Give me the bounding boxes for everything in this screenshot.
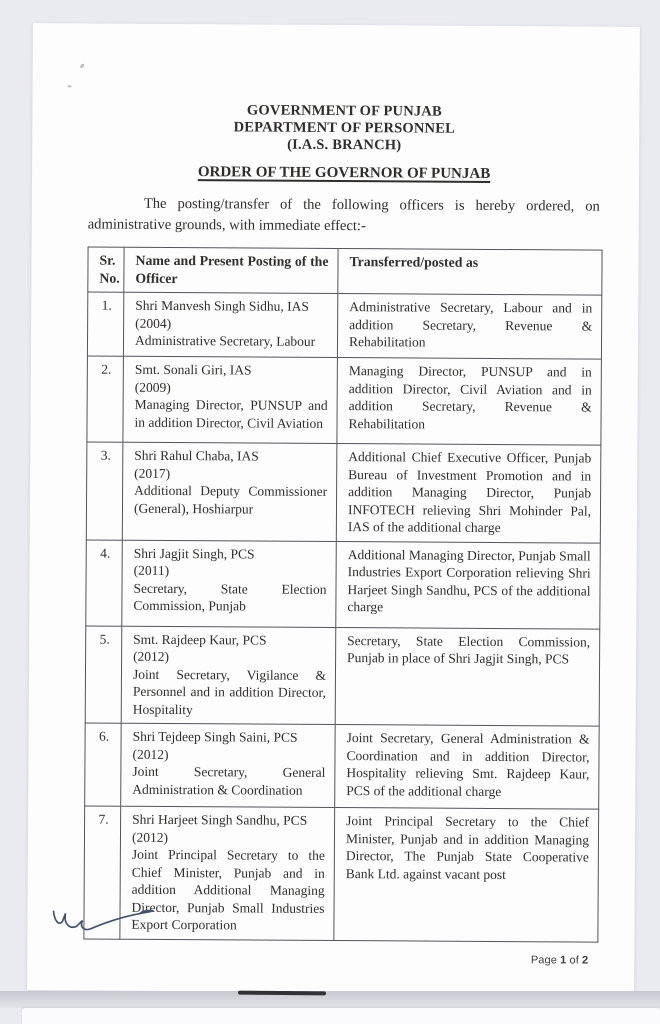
cell-officer: [123, 356, 338, 443]
cell-transferred: [335, 725, 600, 810]
officer-batch-year: (2017): [134, 465, 171, 481]
officer-present-posting: Managing Director, PUNSUP and in addition Director, Civil Aviation: [134, 396, 328, 431]
cell-transferred: [337, 294, 601, 360]
cell-officer: [122, 540, 337, 627]
transferred-posting: Administrative Secretary, Labour and in addition Secretary, Revenue & Rehabilitation: [348, 299, 593, 350]
officer-batch-year: (2011): [133, 562, 170, 578]
officer-present-posting: Additional Deputy Commissioner (General), Hoshiarpur: [133, 482, 328, 517]
table-row: [86, 442, 601, 543]
transferred-posting: Joint Principal Secretary to the Chief Minister, Punjab and in addition Managing Director, The Punjab State Cooperative Bank Ltd. against vacant post: [345, 813, 590, 882]
column-header-name-posting: Name and Present Posting of the Officer: [124, 247, 338, 293]
cell-officer: [121, 723, 336, 807]
cell-officer: [122, 442, 337, 541]
document-page-1: [27, 23, 640, 994]
signature-scribble: [41, 905, 171, 953]
page-number-footer: Page 1 of 2: [530, 954, 589, 967]
letterhead-line-3: (I.A.S. BRANCH): [287, 136, 402, 154]
table-row: [85, 723, 599, 809]
column-header-transferred: Transferred/posted as: [338, 249, 602, 296]
document-letterhead: [88, 101, 600, 155]
letterhead-line-2: DEPARTMENT OF PERSONNEL: [233, 119, 456, 137]
officer-name: Shri Tejdeep Singh Saini, PCS: [132, 728, 298, 745]
sr-no: 2.: [101, 361, 112, 377]
header-row: [88, 247, 602, 295]
officers-table: [83, 246, 602, 942]
transferred-posting: Managing Director, PUNSUP and in addition Director, Civil Aviation and in addition Secretary, Revenue & Rehabilitation: [348, 363, 592, 432]
officer-present-posting: Joint Secretary, Vigilance & Personnel and in addition Director, Hospitality: [132, 666, 327, 717]
transferred-posting: Joint Secretary, General Administration & Coordination and in addition Director, Hospitality relieving Smt. Rajdeep Kaur, PCS of the additional charge: [346, 730, 590, 799]
column-header-sr-no: Sr. No.: [88, 247, 124, 292]
cell-sr-no: [85, 625, 122, 723]
table-row: [85, 625, 600, 726]
officer-name: Smt. Sonali Giri, IAS: [134, 361, 252, 378]
cell-sr-no: [85, 723, 122, 806]
officer-present-posting: Secretary, State Election Commission, Punjab: [133, 580, 327, 614]
officer-batch-year: (2012): [131, 829, 169, 845]
sr-no: 6.: [98, 728, 110, 744]
officer-present-posting: Joint Secretary, General Administration & Coordination: [132, 763, 326, 798]
current-page-number: 1: [560, 954, 567, 967]
sr-no: 1.: [101, 297, 112, 313]
sr-no: 7.: [98, 811, 109, 827]
intro-paragraph: [88, 193, 600, 238]
officer-batch-year: (2012): [132, 746, 169, 762]
transferred-posting: Additional Managing Director, Punjab Small Industries Export Corporation relieving Shri Harjeet Singh Sandhu, PCS of the additional charge: [347, 546, 591, 615]
cell-sr-no: [87, 356, 124, 442]
table-row: [87, 356, 602, 445]
sr-no: 3.: [100, 447, 111, 463]
cell-sr-no: [86, 539, 123, 625]
page-gap: [0, 991, 660, 1008]
officer-name: Shri Jagjit Singh, PCS: [133, 545, 255, 562]
cell-transferred: [336, 444, 601, 543]
total-page-number: 2: [581, 954, 589, 967]
officer-present-posting: Joint Principal Secretary to the Chief Minister, Punjab and in addition Additional Managing Director, Punjab Small Industries Export Corporation: [131, 846, 325, 933]
intro-line-2: administrative grounds, with immediate effect:-: [87, 216, 366, 235]
cell-transferred: [337, 358, 602, 446]
cell-officer: [121, 626, 336, 725]
page-edge-shadow: [238, 991, 326, 996]
officers-table-header: [88, 247, 602, 295]
document-content: [27, 23, 640, 994]
table-row: [86, 539, 601, 628]
intro-line-1: The posting/transfer of the following officers is hereby ordered, on: [143, 195, 600, 215]
letterhead-line-1: GOVERNMENT OF PUNJAB: [246, 102, 442, 120]
cell-transferred: [334, 808, 599, 942]
officer-batch-year: (2012): [133, 648, 170, 664]
officer-name: Shri Rahul Chaba, IAS: [134, 447, 259, 464]
cell-officer: [123, 292, 337, 357]
order-title: ORDER OF THE GOVERNOR OF PUNJAB: [197, 164, 491, 182]
table-row: [87, 292, 601, 359]
cell-transferred: [335, 627, 600, 726]
transferred-posting: Secretary, State Election Commission, Punjab in place of Shri Jagjit Singh, PCS: [347, 632, 591, 667]
officer-batch-year: (2004): [135, 315, 172, 331]
officer-name: Shri Manvesh Singh Sidhu, IAS: [135, 297, 309, 314]
officers-table-body: [84, 292, 602, 942]
cell-sr-no: [87, 292, 123, 356]
officer-name: Smt. Rajdeep Kaur, PCS: [133, 631, 267, 648]
officer-name: Shri Harjeet Singh Sandhu, PCS: [132, 811, 308, 828]
sr-no: 4.: [100, 545, 111, 561]
cell-sr-no: [86, 442, 123, 540]
transferred-posting: Additional Chief Executive Officer, Punjab Bureau of Investment Promotion and in addition Managing Director, Punjab INFOTECH relieving Shri Mohinder Pal, IAS of the additional charge: [347, 449, 592, 536]
cell-transferred: [336, 541, 601, 629]
document-page-2-edge: [22, 1008, 660, 1024]
officer-batch-year: (2009): [134, 379, 171, 395]
sr-no: 5.: [99, 631, 110, 647]
officer-present-posting: Administrative Secretary, Labour: [134, 332, 316, 349]
